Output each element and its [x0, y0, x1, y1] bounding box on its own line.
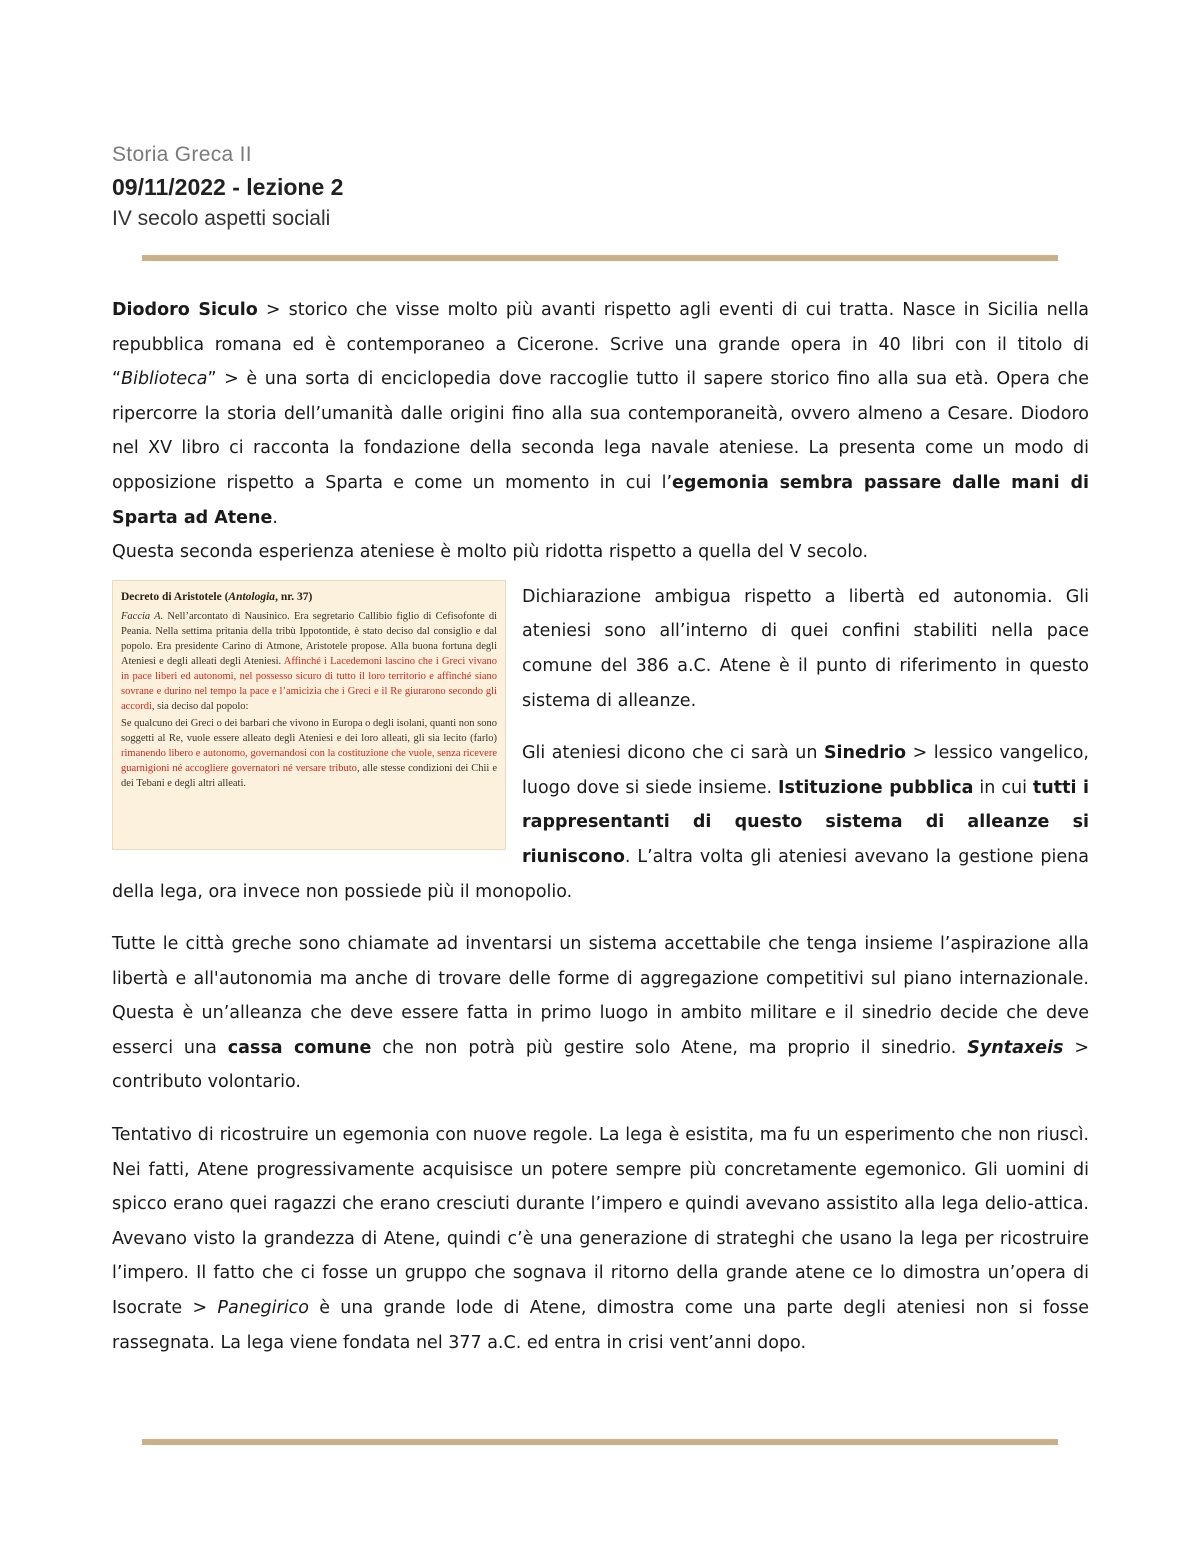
text-span: . L’altra volta gli ateniesi avevano la gestione piena della lega, ora invece non possiede più il monopolio.	[112, 846, 1089, 902]
figure-title	[121, 590, 497, 605]
figure-text: , sia deciso dal popolo:	[151, 700, 249, 712]
paragraph-tentativo	[112, 1118, 1089, 1360]
text-span: è una grande lode di Atene, dimostra come una parte degli ateniesi non si fosse rassegnata. La lega viene fondata nel 377 a.C. ed entra in crisi vent’anni dopo.	[112, 1298, 1089, 1353]
term-syntaxeis: Syntaxeis	[967, 1037, 1064, 1058]
course-title: Storia Greca II	[112, 143, 252, 166]
text-span: > lessico vangelico, luogo dove si siede insieme.	[522, 743, 1089, 798]
paragraph-diodoro	[112, 293, 1089, 535]
text-span: in cui	[973, 777, 1033, 798]
term-istituzione-pubblica: Istituzione pubblica	[778, 777, 974, 798]
term-cassa-comune: cassa comune	[227, 1037, 372, 1058]
text-span: > contributo volontario.	[112, 1037, 1089, 1093]
paragraph-citta-greche	[112, 927, 1089, 1100]
text-span: Tutte le città greche sono chiamate ad inventarsi un sistema accettabile che tenga insieme l’aspirazione alla libertà e all'autonomia ma anche di trovare delle forme di aggregazione competitivi sul piano internazionale. Questa è un’alleanza che deve essere fatta in primo luogo in ambito militare e il sinedrio decide che deve esserci una	[112, 934, 1089, 1058]
text-span: .	[272, 507, 278, 528]
figure-title-text: Decreto di Aristotele (	[121, 590, 229, 603]
document-body	[112, 293, 1089, 1360]
term-diodoro-siculo: Diodoro Siculo	[112, 300, 258, 320]
figure-highlight: rimanendo libero e autonomo, governandosi con la costituzione che vuole, senza ricevere guarnigioni né accogliere governatori né versare tributo	[121, 747, 497, 774]
paragraph-seconda-esperienza: Questa seconda esperienza ateniese è molto più ridotta rispetto a quella del V secolo.	[112, 542, 869, 563]
text-span: > storico che visse molto più avanti rispetto agli eventi di cui tratta. Nasce in Sicilia nella repubblica romana ed è contemporaneo a Cicerone. Scrive una grande opera in 40 libri con il titolo di “	[112, 300, 1089, 390]
text-span: Gli ateniesi dicono che ci sarà un	[522, 743, 824, 764]
figure-highlight: Affinché i Lacedemoni lascino che i Greci vivano in pace liberi ed autonomi, nel possesso sicuro di tutto il loro territorio e affinché siano sovrane e durino nel tempo la pace e l’amicizia che i Greci e il Re giurarono secondo gli accordi	[121, 655, 497, 712]
figure-paragraph-1	[121, 609, 497, 714]
top-divider	[142, 255, 1058, 261]
figure-text: Se qualcuno dei Greci o dei barbari che vivono in Europa o degli isolani, quanti non sono soggetti al Re, vuole essere alleato degli Ateniesi e dei loro alleati, gli sia lecito (farlo)	[121, 717, 497, 744]
emphasis-egemonia: egemonia sembra passare dalle mani di Sparta ad Atene	[112, 472, 1089, 528]
figure-paragraph-2	[121, 716, 497, 791]
term-panegirico: Panegirico	[217, 1298, 309, 1319]
decree-figure	[112, 580, 506, 850]
figure-side-label: Faccia A.	[121, 610, 164, 622]
figure-text: , alle stesse condizioni dei Chii e dei Tebani e degli altri alleati.	[121, 762, 497, 789]
text-span: Tentativo di ricostruire un egemonia con nuove regole. La lega è esistita, ma fu un esperimento che non riuscì. Nei fatti, Atene progressivamente acquisisce un potere sempre più concretamente egemonico. Gli uomini di spicco erano quei ragazzi che erano cresciuti durante l’impero e quindi avevano assistito alla lega delio-attica. Avevano visto la grandezza di Atene, quindi c’è una generazione di strateghi che usano la lega per ricostruire l’impero. Il fatto che ci fosse un gruppo che sognava il ritorno della grande atene ce lo dimostra un’opera di Isocrate >	[112, 1125, 1089, 1319]
section-decreto	[112, 580, 1089, 909]
document-header	[112, 140, 1072, 234]
term-biblioteca: Biblioteca	[121, 369, 208, 390]
figure-text: Nell’arcontato di Nausinico. Era segretario Callibio figlio di Cefisofonte di Peania. Nella settima pritania della tribù Ippotontide, è stato deciso dal consiglio e dal popolo. Era presidente Carino di Atmone, Aristotele propose. Alla buona fortuna degli Ateniesi e degli alleati degli Ateniesi.	[121, 610, 497, 667]
text-span: che non potrà più gestire solo Atene, ma proprio il sinedrio.	[371, 1037, 968, 1058]
lesson-subject: IV secolo aspetti sociali	[112, 207, 331, 230]
emphasis-rappresentanti: tutti i rappresentanti di questo sistema di alleanze si riuniscono	[522, 777, 1089, 867]
term-sinedrio: Sinedrio	[823, 743, 907, 764]
text-span: ” > è una sorta di enciclopedia dove raccoglie tutto il sapere storico fino alla sua età. Opera che ripercorre la storia dell’umanità dalle origini fino alla sua contemporaneità, ovvero almeno a Cesare. Diodoro nel XV libro ci racconta la fondazione della seconda lega navale ateniese. La presenta come un modo di opposizione rispetto a Sparta e come un momento in cui l’	[112, 369, 1089, 493]
bottom-divider	[142, 1439, 1058, 1445]
figure-title-italic: Antologia	[228, 590, 276, 603]
lesson-title: 09/11/2022 - lezione 2	[112, 174, 344, 200]
figure-title-end: , nr. 37)	[275, 590, 313, 603]
paragraph-dichiarazione: Dichiarazione ambigua rispetto a libertà ed autonomia. Gli ateniesi sono all’interno di quei confini stabiliti nella pace comune del 386 a.C. Atene è il punto di riferimento in questo sistema di alleanze.	[522, 586, 1089, 711]
